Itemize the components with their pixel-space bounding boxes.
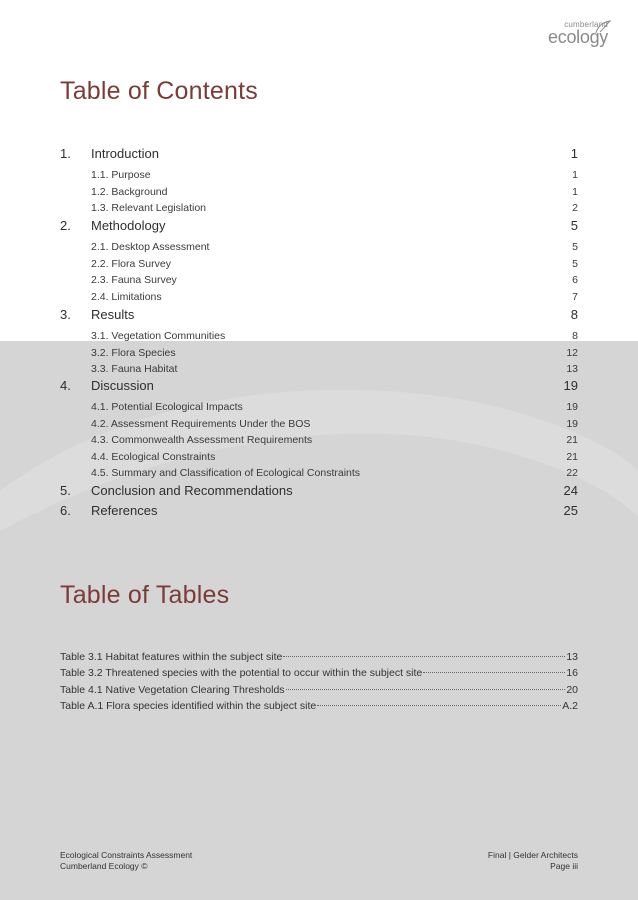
- toc-page-number: 21: [566, 450, 578, 463]
- toc-subsection-row[interactable]: [60, 202, 578, 216]
- footer-right: [488, 850, 578, 872]
- toc-page-number: 19: [566, 417, 578, 430]
- toc-page-number: 5: [572, 257, 578, 270]
- toc-page-number: 8: [570, 307, 578, 322]
- table-entry-page: A.2: [562, 699, 578, 712]
- toc-subsection-row[interactable]: [60, 241, 578, 255]
- toc-section-row[interactable]: [60, 218, 578, 236]
- toc-entry-title: 4.1. Potential Ecological Impacts: [91, 401, 243, 413]
- toc-entry-title: Discussion: [91, 378, 154, 393]
- toc-entry-title: 2.4. Limitations: [91, 290, 162, 303]
- toc-subsection-row[interactable]: [60, 467, 578, 481]
- leaf-icon: [592, 19, 612, 35]
- toc-entry-title: References: [91, 503, 158, 518]
- toc-entry-title: 2.3. Fauna Survey: [91, 274, 177, 286]
- toc-section-number: 4.: [60, 378, 71, 393]
- dot-leader: [423, 671, 565, 673]
- dot-leader: [317, 704, 561, 706]
- toc-page-number: 6: [572, 274, 578, 286]
- toc-page-number: 1: [570, 146, 578, 161]
- dot-leader: [283, 655, 565, 657]
- table-list-entry[interactable]: [60, 667, 578, 681]
- toc-entry-title: 4.3. Commonwealth Assessment Requirements: [91, 434, 313, 446]
- toc-section-number: 1.: [60, 146, 71, 161]
- table-entry-label: Table 4.1 Native Vegetation Clearing Thresholds: [60, 683, 285, 696]
- toc-subsection-row[interactable]: [60, 330, 578, 344]
- toc-page-number: 19: [566, 401, 578, 413]
- toc-section-number: 3.: [60, 307, 71, 322]
- toc-page-number: 1: [572, 185, 578, 198]
- toc-subsection-row[interactable]: [60, 258, 578, 272]
- footer-status-client: Final | Gelder Architects: [487, 850, 578, 860]
- footer-left: [60, 850, 192, 872]
- toc-entry-title: 3.3. Fauna Habitat: [91, 363, 178, 375]
- toc-subsection-row[interactable]: [60, 291, 578, 305]
- toc-section-row[interactable]: [60, 146, 578, 164]
- footer-page-number: Page iii: [550, 861, 578, 871]
- company-logo: [548, 21, 608, 45]
- toc-section-row[interactable]: [60, 307, 578, 325]
- toc-subsection-row[interactable]: [60, 363, 578, 377]
- toc-page-number: 5: [570, 218, 578, 233]
- table-entry-label: Table 3.1 Habitat features within the subject site: [60, 651, 283, 663]
- toc-section-number: 5.: [60, 483, 71, 498]
- toc-entry-title: 2.2. Flora Survey: [91, 257, 171, 270]
- toc-entry-title: Introduction: [91, 146, 159, 161]
- logo-big-text: ecology: [548, 27, 608, 47]
- footer-copyright: Cumberland Ecology ©: [60, 861, 148, 871]
- toc-page-number: 21: [566, 434, 578, 446]
- toc-entry-title: 3.1. Vegetation Communities: [91, 330, 226, 342]
- toc-entry-title: 4.5. Summary and Classification of Ecological Constraints: [91, 467, 361, 479]
- toc-entry-title: 2.1. Desktop Assessment: [91, 241, 210, 253]
- tables-heading: Table of Tables: [60, 581, 230, 609]
- toc-entry-title: 3.2. Flora Species: [91, 346, 176, 359]
- toc-entry-title: 4.4. Ecological Constraints: [91, 450, 216, 463]
- toc-subsection-row[interactable]: [60, 186, 578, 200]
- footer-document-title: Ecological Constraints Assessment: [60, 850, 193, 860]
- toc-page-number: 2: [572, 202, 578, 214]
- toc-subsection-row[interactable]: [60, 274, 578, 288]
- table-entry-label: Table A.1 Flora species identified within the subject site: [60, 699, 317, 712]
- toc-section-number: 2.: [60, 218, 71, 233]
- toc-subsection-row[interactable]: [60, 451, 578, 465]
- table-list-entry[interactable]: [60, 684, 578, 698]
- toc-section-row[interactable]: [60, 378, 578, 396]
- table-entry-page: 20: [566, 683, 578, 696]
- table-entry-label: Table 3.2 Threatened species with the potential to occur within the subject site: [60, 667, 423, 680]
- toc-entry-title: Results: [91, 307, 135, 322]
- toc-entry-title: 1.1. Purpose: [91, 169, 151, 181]
- dot-leader: [286, 688, 566, 690]
- toc-page-number: 24: [563, 483, 578, 498]
- toc-subsection-row[interactable]: [60, 418, 578, 432]
- toc-page-number: 5: [572, 241, 578, 253]
- toc-subsection-row[interactable]: [60, 347, 578, 361]
- toc-subsection-row[interactable]: [60, 401, 578, 415]
- toc-page-number: 1: [572, 169, 578, 181]
- toc-page-number: 13: [566, 363, 578, 375]
- toc-page-number: 12: [566, 346, 578, 359]
- toc-page-number: 8: [572, 330, 578, 342]
- toc-section-row[interactable]: [60, 503, 578, 521]
- toc-page-number: 7: [572, 290, 578, 303]
- toc-subsection-row[interactable]: [60, 434, 578, 448]
- toc-section-row[interactable]: [60, 483, 578, 501]
- toc-entry-title: Methodology: [91, 218, 166, 233]
- toc-entry-title: 1.3. Relevant Legislation: [91, 202, 206, 214]
- toc-subsection-row[interactable]: [60, 169, 578, 183]
- table-entry-page: 13: [566, 651, 578, 663]
- toc-heading: Table of Contents: [60, 77, 258, 105]
- toc-entry-title: 4.2. Assessment Requirements Under the BOS: [91, 417, 311, 430]
- table-entry-page: 16: [566, 667, 578, 680]
- toc-entry-title: 1.2. Background: [91, 185, 168, 198]
- toc-page-number: 25: [563, 503, 578, 518]
- table-list-entry[interactable]: [60, 651, 578, 665]
- logo-small-text: cumberland: [564, 20, 608, 29]
- toc-section-number: 6.: [60, 503, 71, 518]
- toc-entry-title: Conclusion and Recommendations: [91, 483, 293, 498]
- toc-page-number: 22: [566, 467, 578, 479]
- table-list-entry[interactable]: [60, 700, 578, 714]
- toc-page-number: 19: [563, 378, 578, 393]
